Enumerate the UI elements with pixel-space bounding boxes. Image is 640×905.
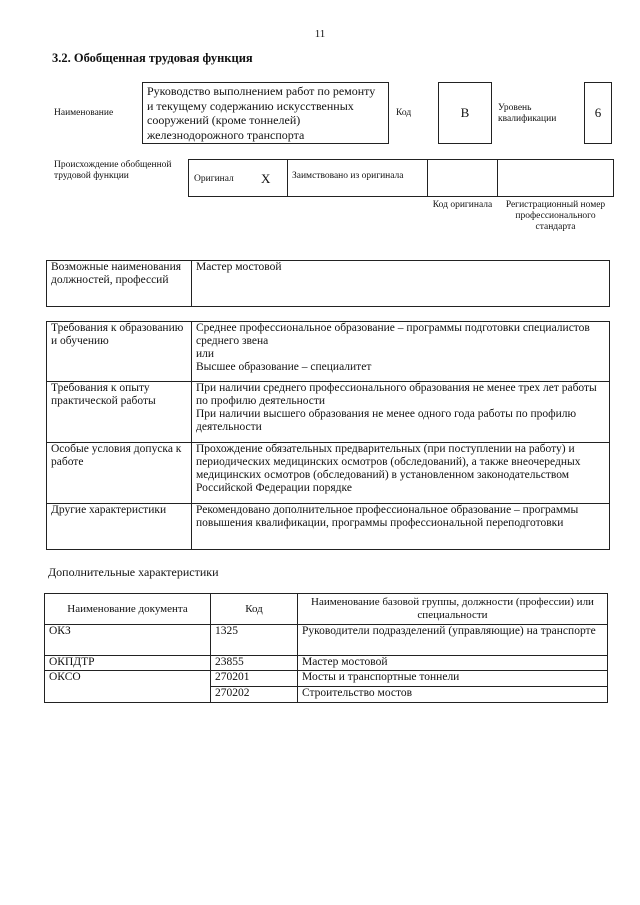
positions-table bbox=[46, 260, 610, 307]
table-row bbox=[45, 671, 608, 687]
code-cell: 23855 bbox=[211, 656, 298, 671]
name-label: Наименование bbox=[54, 108, 114, 118]
additional-header-row bbox=[45, 594, 608, 625]
requirement-line: Прохождение обязательных предварительных (при поступлении на работу) и периодических медицинских осмотров (обследований), а также внеочередных медицинских осмотров (обследований) в установленном законодательством Российской Федерации порядке bbox=[196, 443, 581, 494]
column-header: Наименование базовой группы, должности (профессии) или специальности bbox=[298, 594, 608, 625]
level-label: Уровень квалификации bbox=[498, 103, 557, 124]
requirement-label: Особые условия допуска к работе bbox=[47, 443, 192, 504]
requirement-line: Высшее образование – специалитет bbox=[196, 361, 372, 373]
page-number: 11 bbox=[314, 28, 326, 40]
code-cell: 270202 bbox=[211, 687, 298, 703]
positions-label: Возможные наименования должностей, профессий bbox=[47, 261, 192, 307]
requirement-label: Требования к опыту практической работы bbox=[47, 382, 192, 443]
requirement-value bbox=[192, 382, 610, 443]
code-cell: 1325 bbox=[211, 625, 298, 656]
origin-label: Происхождение обобщенной трудовой функции bbox=[54, 160, 172, 181]
table-row bbox=[45, 625, 608, 656]
requirement-value bbox=[192, 504, 610, 550]
doc-cell: ОКПДТР bbox=[45, 656, 211, 671]
requirements-row bbox=[47, 382, 610, 443]
requirement-line: При наличии среднего профессионального образования не менее трех лет работы по профилю деятельности bbox=[196, 382, 597, 407]
original-label: Оригинал bbox=[194, 174, 234, 184]
doc-cell: ОКСО bbox=[45, 671, 211, 703]
table-row bbox=[45, 656, 608, 671]
column-header: Наименование документа bbox=[45, 594, 211, 625]
original-mark: X bbox=[261, 171, 271, 186]
code-value: B bbox=[438, 82, 492, 144]
requirements-row bbox=[47, 322, 610, 382]
requirements-row bbox=[47, 443, 610, 504]
code-cell: 270201 bbox=[211, 671, 298, 687]
requirement-value bbox=[192, 322, 610, 382]
additional-title: Дополнительные характеристики bbox=[48, 565, 219, 579]
function-name: Руководство выполнением работ по ремонту и текущему содержанию искусственных сооружений (кроме тоннелей) железнодорожного транспорта bbox=[142, 82, 389, 144]
column-header: Код bbox=[211, 594, 298, 625]
borrowed-label: Заимствовано из оригинала bbox=[292, 171, 404, 181]
reg-number-label: Регистрационный номер профессионального стандарта bbox=[505, 200, 606, 232]
requirement-line: Рекомендовано дополнительное профессиональное образование – программы повышения квалификации, программы профессиональной переподготовки bbox=[196, 504, 579, 529]
requirement-value bbox=[192, 443, 610, 504]
name-cell: Руководители подразделений (управляющие) на транспорте bbox=[298, 625, 608, 656]
level-value: 6 bbox=[584, 82, 612, 144]
name-cell: Мосты и транспортные тоннели bbox=[298, 671, 608, 687]
name-cell: Мастер мостовой bbox=[298, 656, 608, 671]
requirement-line: Среднее профессиональное образование – программы подготовки специалистов среднего звена bbox=[196, 322, 590, 347]
additional-table bbox=[44, 593, 608, 703]
doc-cell: ОКЗ bbox=[45, 625, 211, 656]
reg-number-cell bbox=[497, 159, 614, 197]
requirements-row bbox=[47, 504, 610, 550]
name-cell: Строительство мостов bbox=[298, 687, 608, 703]
origin-original-cell bbox=[188, 159, 288, 197]
requirement-label: Другие характеристики bbox=[47, 504, 192, 550]
requirements-table bbox=[46, 321, 610, 550]
requirement-label: Требования к образованию и обучению bbox=[47, 322, 192, 382]
positions-value: Мастер мостовой bbox=[192, 261, 610, 307]
requirement-line: или bbox=[196, 348, 215, 360]
code-original-label: Код оригинала bbox=[432, 200, 493, 210]
section-title: 3.2. Обобщенная трудовая функция bbox=[52, 51, 253, 65]
code-label: Код bbox=[396, 108, 412, 118]
code-original-cell bbox=[427, 159, 498, 197]
requirement-line: При наличии высшего образования не менее одного года работы по профилю деятельности bbox=[196, 408, 577, 433]
borrowed-cell bbox=[287, 159, 428, 197]
